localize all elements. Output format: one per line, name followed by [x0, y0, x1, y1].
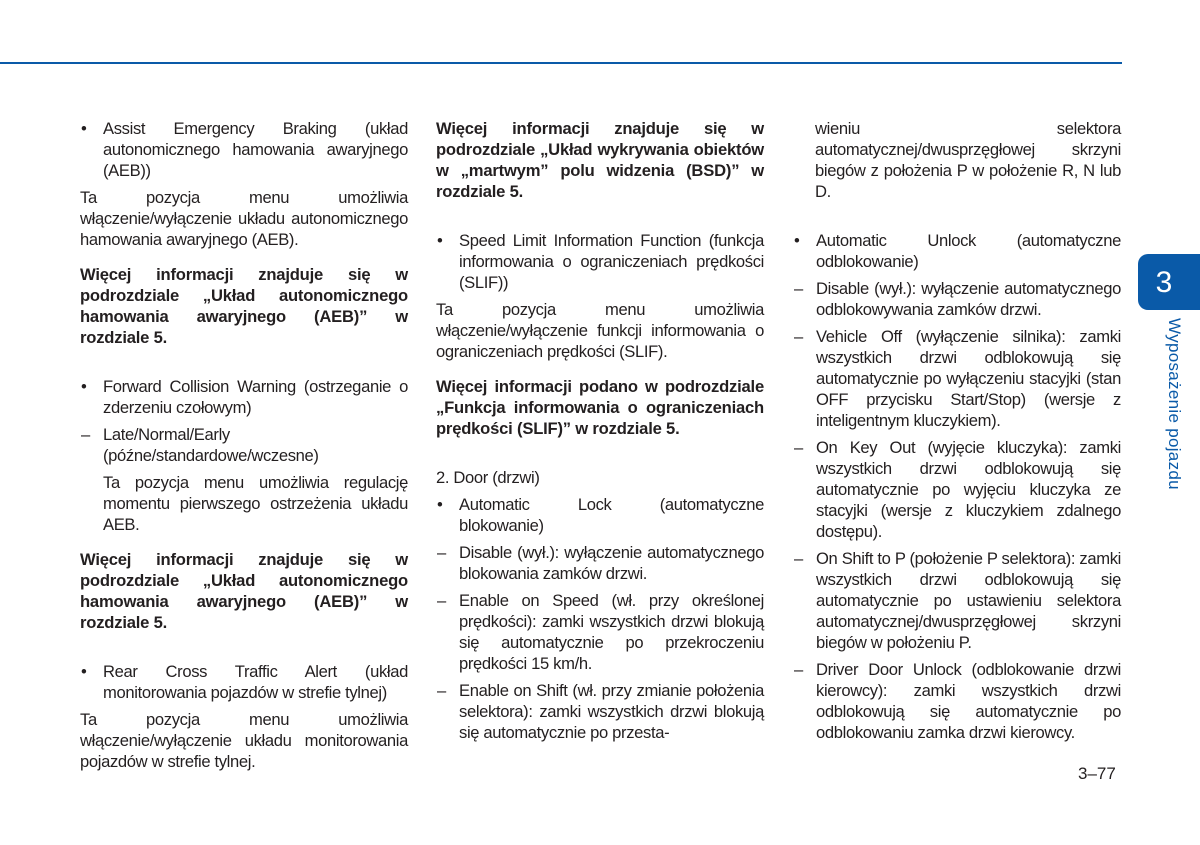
column-right — [793, 118, 1121, 749]
list-item — [80, 661, 408, 703]
cross-reference: Więcej informacji znajduje się w podrozdziale „Układ wykrywania obiektów w „martwym” polu widzenia (BSD)” w rozdziale 5. — [436, 119, 764, 201]
dash-marker: – — [437, 591, 446, 610]
list-item — [80, 118, 408, 181]
dash-marker: – — [794, 279, 803, 298]
dash-item — [436, 542, 764, 584]
dash-item — [80, 424, 408, 466]
bullet-marker: • — [437, 231, 443, 250]
paragraph: Ta pozycja menu umożliwia włączenie/wyłączenie układu monitorowania pojazdów w strefie tylnej. — [80, 710, 408, 771]
dash-item-text: Late/Normal/Early (późne/standardowe/wczesne) — [103, 425, 319, 465]
continued-text: wieniu selektora automatycznej/dwusprzęgłowej skrzyni biegów z położenia P w położenie R, N lub D. — [815, 119, 1121, 201]
list-item-text: Automatic Unlock (automatyczne odblokowanie) — [816, 231, 1121, 271]
section-heading: 2. Door (drzwi) — [436, 468, 540, 487]
dash-item — [793, 437, 1121, 542]
chapter-number: 3 — [1155, 266, 1173, 299]
dash-item-text: On Key Out (wyjęcie kluczyka): zamki wszystkich drzwi odblokowują się automatycznie po wyjęciu kluczyka ze stacyjki (wersje z kluczykiem zdalnego dostępu). — [816, 438, 1121, 541]
dash-marker: – — [794, 327, 803, 346]
dash-item-text: On Shift to P (położenie P selektora): zamki wszystkich drzwi odblokowują się automatycznie po ustawieniu selektora automatycznej/dwusprzęgłowej skrzyni biegów w położeniu P. — [816, 549, 1121, 652]
dash-item — [793, 326, 1121, 431]
bullet-marker: • — [81, 662, 87, 681]
dash-item — [793, 548, 1121, 653]
page-number: 3–77 — [1078, 764, 1116, 783]
list-item-text: Forward Collision Warning (ostrzeganie o zderzeniu czołowym) — [103, 377, 408, 417]
list-item-text: Automatic Lock (automatyczne blokowanie) — [459, 495, 764, 535]
list-item — [793, 230, 1121, 272]
bullet-marker: • — [794, 231, 800, 250]
paragraph: Ta pozycja menu umożliwia włączenie/wyłączenie układu autonomicznego hamowania awaryjnego (AEB). — [80, 188, 408, 249]
header-rule — [0, 62, 1122, 64]
dash-marker: – — [794, 438, 803, 457]
dash-marker: – — [794, 660, 803, 679]
dash-item-text: Enable on Shift (wł. przy zmianie położenia selektora): zamki wszystkich drzwi blokują się automatycznie po przesta- — [459, 681, 764, 742]
dash-marker: – — [437, 681, 446, 700]
list-item — [80, 376, 408, 418]
bullet-marker: • — [437, 495, 443, 514]
chapter-title: Wyposażenie pojazdu — [1165, 318, 1184, 490]
dash-item — [793, 659, 1121, 743]
dash-marker: – — [794, 549, 803, 568]
bullet-marker: • — [81, 119, 87, 138]
indented-paragraph: Ta pozycja menu umożliwia regulację momentu pierwszego ostrzeżenia układu AEB. — [103, 473, 408, 534]
dash-item-text: Disable (wył.): wyłączenie automatycznego odblokowywania zamków drzwi. — [816, 279, 1121, 319]
list-item-text: Assist Emergency Braking (układ autonomicznego hamowania awaryjnego (AEB)) — [103, 119, 408, 180]
list-item-text: Speed Limit Information Function (funkcja informowania o ograniczeniach prędkości (SLIF)) — [459, 231, 764, 292]
dash-item — [436, 590, 764, 674]
paragraph: Ta pozycja menu umożliwia włączenie/wyłączenie funkcji informowania o ograniczeniach prędkości (SLIF). — [436, 300, 764, 361]
cross-reference: Więcej informacji znajduje się w podrozdziale „Układ autonomicznego hamowania awaryjnego (AEB)” w rozdziale 5. — [80, 265, 408, 347]
column-left — [80, 118, 408, 778]
column-middle — [436, 118, 764, 749]
cross-reference: Więcej informacji znajduje się w podrozdziale „Układ autonomicznego hamowania awaryjnego (AEB)” w rozdziale 5. — [80, 550, 408, 632]
list-item-text: Rear Cross Traffic Alert (układ monitorowania pojazdów w strefie tylnej) — [103, 662, 408, 702]
list-item — [436, 230, 764, 293]
bullet-marker: • — [81, 377, 87, 396]
dash-item-text: Vehicle Off (wyłączenie silnika): zamki wszystkich drzwi odblokowują się automatycznie po wyłączeniu stacyjki (stan OFF przycisku Start/Stop) (wersje z inteligentnym kluczykiem). — [816, 327, 1121, 430]
cross-reference: Więcej informacji podano w podrozdziale „Funkcja informowania o ograniczeniach prędkości (SLIF)” w rozdziale 5. — [436, 377, 764, 438]
dash-item — [436, 680, 764, 743]
dash-item-text: Disable (wył.): wyłączenie automatycznego blokowania zamków drzwi. — [459, 543, 764, 583]
dash-item-text: Driver Door Unlock (odblokowanie drzwi kierowcy): zamki wszystkich drzwi odblokowują się automatycznie po odblokowaniu zamka drzwi kierowcy. — [816, 660, 1121, 742]
list-item — [436, 494, 764, 536]
dash-marker: – — [81, 425, 90, 444]
dash-item — [793, 278, 1121, 320]
dash-item-text: Enable on Speed (wł. przy określonej prędkości): zamki wszystkich drzwi blokują się automatycznie po przekroczeniu prędkości 15 km/h. — [459, 591, 764, 673]
dash-marker: – — [437, 543, 446, 562]
